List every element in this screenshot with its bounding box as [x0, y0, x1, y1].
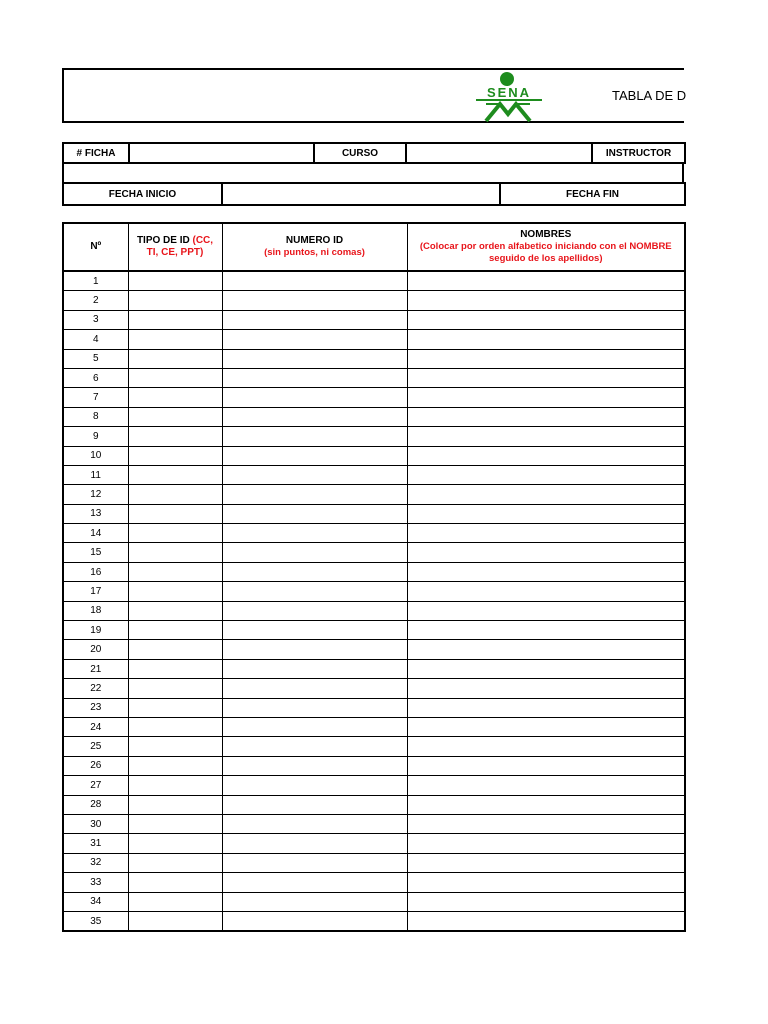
table-row [63, 853, 685, 872]
nombres-cell[interactable] [407, 465, 685, 484]
row-number: 7 [63, 388, 128, 407]
row-number: 16 [63, 562, 128, 581]
table-row [63, 892, 685, 911]
info-row-ficha [62, 142, 686, 164]
numero-id-cell[interactable] [222, 291, 407, 310]
header-box [62, 68, 687, 123]
row-number: 6 [63, 368, 128, 387]
instructor-label: INSTRUCTOR [592, 143, 685, 163]
row-number: 20 [63, 640, 128, 659]
table-row [63, 737, 685, 756]
nombres-cell[interactable] [407, 388, 685, 407]
tipo-id-cell[interactable] [128, 776, 222, 795]
table-row [63, 582, 685, 601]
numero-id-cell[interactable] [222, 310, 407, 329]
row-number: 10 [63, 446, 128, 465]
table-row [63, 504, 685, 523]
ficha-label: # FICHA [63, 143, 129, 163]
nombres-cell[interactable] [407, 873, 685, 892]
table-row [63, 776, 685, 795]
numero-id-cell[interactable] [222, 892, 407, 911]
table-row [63, 698, 685, 717]
nombres-cell[interactable] [407, 446, 685, 465]
table-row [63, 659, 685, 678]
table-row [63, 388, 685, 407]
numero-id-cell[interactable] [222, 659, 407, 678]
fecha-inicio-label: FECHA INICIO [63, 183, 222, 205]
numero-id-cell[interactable] [222, 582, 407, 601]
row-number: 4 [63, 330, 128, 349]
nombres-cell[interactable] [407, 582, 685, 601]
numero-id-cell[interactable] [222, 543, 407, 562]
row-number: 3 [63, 310, 128, 329]
nombres-cell[interactable] [407, 407, 685, 426]
tipo-id-cell[interactable] [128, 407, 222, 426]
nombres-cell[interactable] [407, 640, 685, 659]
numero-id-cell[interactable] [222, 911, 407, 931]
numero-id-cell[interactable] [222, 756, 407, 775]
tipo-id-cell[interactable] [128, 756, 222, 775]
numero-id-cell[interactable] [222, 853, 407, 872]
nombres-cell[interactable] [407, 601, 685, 620]
numero-id-cell[interactable] [222, 368, 407, 387]
sena-logo-icon [474, 71, 544, 123]
nombres-cell[interactable] [407, 427, 685, 446]
tipo-id-cell[interactable] [128, 601, 222, 620]
row-number: 8 [63, 407, 128, 426]
tipo-id-cell[interactable] [128, 892, 222, 911]
row-number: 5 [63, 349, 128, 368]
numero-id-cell[interactable] [222, 330, 407, 349]
tipo-id-cell[interactable] [128, 834, 222, 853]
tipo-id-cell[interactable] [128, 698, 222, 717]
tipo-id-cell[interactable] [128, 310, 222, 329]
tipo-id-cell[interactable] [128, 504, 222, 523]
row-number: 34 [63, 892, 128, 911]
tipo-id-cell[interactable] [128, 562, 222, 581]
row-number: 31 [63, 834, 128, 853]
row-number: 30 [63, 814, 128, 833]
table-row [63, 291, 685, 310]
nombres-cell[interactable] [407, 368, 685, 387]
row-number: 28 [63, 795, 128, 814]
tipo-id-cell[interactable] [128, 524, 222, 543]
row-number: 13 [63, 504, 128, 523]
numero-id-cell[interactable] [222, 814, 407, 833]
tipo-id-cell[interactable] [128, 330, 222, 349]
table-row [63, 911, 685, 931]
table-row [63, 524, 685, 543]
nombres-cell[interactable] [407, 892, 685, 911]
tipo-id-cell[interactable] [128, 814, 222, 833]
tipo-id-cell[interactable] [128, 679, 222, 698]
nombres-cell[interactable] [407, 698, 685, 717]
table-row [63, 271, 685, 291]
numero-id-cell[interactable] [222, 446, 407, 465]
row-number: 9 [63, 427, 128, 446]
numero-id-cell[interactable] [222, 388, 407, 407]
participants-table [62, 222, 686, 932]
tipo-id-cell[interactable] [128, 582, 222, 601]
numero-id-cell[interactable] [222, 776, 407, 795]
row-number: 18 [63, 601, 128, 620]
nombres-cell[interactable] [407, 814, 685, 833]
table-row [63, 814, 685, 833]
table-row [63, 310, 685, 329]
table-row [63, 834, 685, 853]
numero-id-cell[interactable] [222, 601, 407, 620]
numero-id-cell[interactable] [222, 271, 407, 291]
curso-field[interactable] [406, 143, 592, 163]
row-number: 27 [63, 776, 128, 795]
row-number: 12 [63, 485, 128, 504]
nombres-cell[interactable] [407, 659, 685, 678]
row-number: 24 [63, 717, 128, 736]
table-row [63, 427, 685, 446]
nombres-cell[interactable] [407, 485, 685, 504]
nombres-cell[interactable] [407, 717, 685, 736]
row-number: 11 [63, 465, 128, 484]
nombres-cell[interactable] [407, 310, 685, 329]
nombres-cell[interactable] [407, 795, 685, 814]
row-number: 33 [63, 873, 128, 892]
row-number: 32 [63, 853, 128, 872]
nombres-cell[interactable] [407, 853, 685, 872]
tipo-id-cell[interactable] [128, 911, 222, 931]
nombres-cell[interactable] [407, 524, 685, 543]
col-header-n: Nº [63, 223, 128, 271]
nombres-cell[interactable] [407, 776, 685, 795]
nombres-cell[interactable] [407, 756, 685, 775]
numero-id-cell[interactable] [222, 834, 407, 853]
nombres-cell[interactable] [407, 349, 685, 368]
tipo-id-cell[interactable] [128, 543, 222, 562]
row-number: 14 [63, 524, 128, 543]
nombres-cell[interactable] [407, 291, 685, 310]
numero-id-cell[interactable] [222, 873, 407, 892]
curso-label: CURSO [314, 143, 406, 163]
table-row [63, 873, 685, 892]
tipo-id-cell[interactable] [128, 446, 222, 465]
numero-id-cell[interactable] [222, 349, 407, 368]
nombres-cell[interactable] [407, 562, 685, 581]
table-row [63, 543, 685, 562]
numero-id-cell[interactable] [222, 485, 407, 504]
table-row [63, 717, 685, 736]
numero-id-cell[interactable] [222, 524, 407, 543]
table-row [63, 349, 685, 368]
row-number: 23 [63, 698, 128, 717]
table-row [63, 621, 685, 640]
table-row [63, 601, 685, 620]
tipo-id-cell[interactable] [128, 621, 222, 640]
numero-id-cell[interactable] [222, 465, 407, 484]
row-number: 22 [63, 679, 128, 698]
tipo-id-cell[interactable] [128, 717, 222, 736]
nombres-cell[interactable] [407, 679, 685, 698]
table-row [63, 465, 685, 484]
table-row [63, 562, 685, 581]
tipo-id-cell[interactable] [128, 368, 222, 387]
tipo-id-cell[interactable] [128, 485, 222, 504]
tipo-id-cell[interactable] [128, 271, 222, 291]
table-row [63, 330, 685, 349]
row-number: 2 [63, 291, 128, 310]
info-row-fechas [62, 182, 686, 206]
tipo-id-cell[interactable] [128, 795, 222, 814]
table-row [63, 485, 685, 504]
numero-id-cell[interactable] [222, 504, 407, 523]
row-number: 21 [63, 659, 128, 678]
nombres-cell[interactable] [407, 271, 685, 291]
tipo-id-cell[interactable] [128, 737, 222, 756]
table-row [63, 407, 685, 426]
document-title: TABLA DE D [612, 88, 687, 103]
nombres-cell[interactable] [407, 834, 685, 853]
tipo-id-cell[interactable] [128, 640, 222, 659]
nombres-cell[interactable] [407, 621, 685, 640]
tipo-id-cell[interactable] [128, 465, 222, 484]
table-row [63, 446, 685, 465]
col-header-numero-id: NUMERO ID (sin puntos, ni comas) [222, 223, 407, 271]
table-row [63, 640, 685, 659]
fecha-inicio-field[interactable] [222, 183, 500, 205]
ficha-field[interactable] [129, 143, 314, 163]
nombres-cell[interactable] [407, 330, 685, 349]
row-number: 1 [63, 271, 128, 291]
numero-id-cell[interactable] [222, 717, 407, 736]
numero-id-cell[interactable] [222, 795, 407, 814]
tipo-id-cell[interactable] [128, 659, 222, 678]
numero-id-cell[interactable] [222, 427, 407, 446]
numero-id-cell[interactable] [222, 562, 407, 581]
tipo-id-cell[interactable] [128, 873, 222, 892]
col-header-nombres: NOMBRES (Colocar por orden alfabetico iniciando con el NOMBRE seguido de los apellidos) [407, 223, 685, 271]
tipo-id-cell[interactable] [128, 349, 222, 368]
nombres-cell[interactable] [407, 737, 685, 756]
table-row [63, 756, 685, 775]
fecha-fin-label: FECHA FIN [500, 183, 685, 205]
row-number: 17 [63, 582, 128, 601]
table-row [63, 679, 685, 698]
numero-id-cell[interactable] [222, 621, 407, 640]
numero-id-cell[interactable] [222, 737, 407, 756]
row-number: 26 [63, 756, 128, 775]
row-number: 15 [63, 543, 128, 562]
tipo-id-cell[interactable] [128, 291, 222, 310]
col-header-tipo-id: TIPO DE ID (CC, TI, CE, PPT) [128, 223, 222, 271]
row-number: 35 [63, 911, 128, 931]
tipo-id-cell[interactable] [128, 388, 222, 407]
row-number: 19 [63, 621, 128, 640]
row-number: 25 [63, 737, 128, 756]
nombres-cell[interactable] [407, 504, 685, 523]
tipo-id-cell[interactable] [128, 427, 222, 446]
tipo-id-cell[interactable] [128, 853, 222, 872]
numero-id-cell[interactable] [222, 407, 407, 426]
numero-id-cell[interactable] [222, 698, 407, 717]
table-row [63, 795, 685, 814]
nombres-cell[interactable] [407, 543, 685, 562]
logo-text: SENA [486, 85, 532, 100]
instructor-field[interactable] [62, 162, 684, 184]
numero-id-cell[interactable] [222, 640, 407, 659]
table-row [63, 368, 685, 387]
numero-id-cell[interactable] [222, 679, 407, 698]
nombres-cell[interactable] [407, 911, 685, 931]
